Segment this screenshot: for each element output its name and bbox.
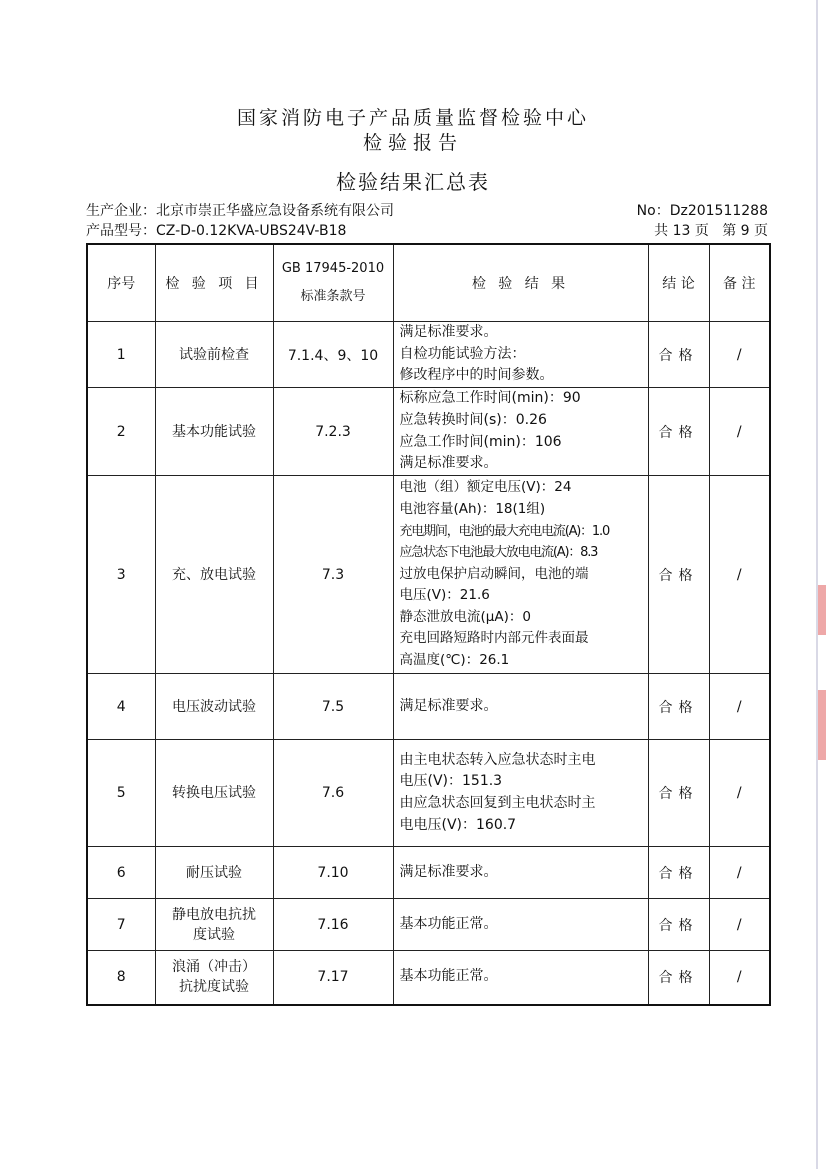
row-conclusion: 合格 bbox=[648, 322, 709, 388]
result-line: 由主电状态转入应急状态时主电 bbox=[399, 751, 596, 768]
row-seq: 3 bbox=[87, 476, 155, 674]
row-clause: 7.2.3 bbox=[273, 388, 393, 476]
page-count: 共 13 页 第 9 页 bbox=[654, 223, 768, 239]
row-item bbox=[155, 951, 273, 1005]
row-seq: 6 bbox=[87, 847, 155, 899]
row-remark: / bbox=[709, 476, 770, 674]
result-line: 基本功能正常。 bbox=[399, 968, 498, 985]
row-conclusion: 合格 bbox=[648, 674, 709, 740]
result-line: 电池（组）额定电压(V)：24 bbox=[399, 479, 572, 496]
row-result bbox=[393, 899, 648, 951]
header-remark: 备 注 bbox=[709, 244, 770, 322]
row-seq: 1 bbox=[87, 322, 155, 388]
result-line: 充电回路短路时内部元件表面最 bbox=[399, 630, 589, 647]
row-remark: / bbox=[709, 951, 770, 1005]
item-line: 抗扰度试验 bbox=[179, 979, 249, 996]
table-row bbox=[87, 740, 770, 847]
row-conclusion: 合格 bbox=[648, 740, 709, 847]
row-result bbox=[393, 674, 648, 740]
header-conclusion: 结 论 bbox=[648, 244, 709, 322]
table-row bbox=[87, 674, 770, 740]
result-line: 满足标准要求。 bbox=[399, 455, 498, 472]
result-line: 应急工作时间(min)：106 bbox=[399, 433, 562, 450]
row-result bbox=[393, 740, 648, 847]
row-seq: 7 bbox=[87, 899, 155, 951]
row-seq: 8 bbox=[87, 951, 155, 1005]
row-clause: 7.3 bbox=[273, 476, 393, 674]
row-conclusion: 合格 bbox=[648, 899, 709, 951]
row-remark: / bbox=[709, 674, 770, 740]
row-result bbox=[393, 951, 648, 1005]
result-line: 满足标准要求。 bbox=[399, 863, 498, 880]
result-line: 满足标准要求。 bbox=[399, 324, 498, 341]
product-model-line: 产品型号：CZ-D-0.12KVA-UBS24V-B18 bbox=[86, 223, 347, 239]
result-line: 电电压(V)：160.7 bbox=[399, 816, 517, 833]
row-remark: / bbox=[709, 322, 770, 388]
result-line: 电压(V)：151.3 bbox=[399, 773, 503, 790]
row-conclusion: 合格 bbox=[648, 847, 709, 899]
row-remark: / bbox=[709, 388, 770, 476]
row-result bbox=[393, 388, 648, 476]
item-line: 静电放电抗扰 bbox=[172, 906, 256, 923]
row-clause: 7.10 bbox=[273, 847, 393, 899]
result-line: 静态泄放电流(μA)：0 bbox=[399, 608, 531, 625]
results-table bbox=[86, 243, 771, 1006]
row-result bbox=[393, 476, 648, 674]
result-line: 满足标准要求。 bbox=[399, 697, 498, 714]
row-item bbox=[155, 899, 273, 951]
result-line: 过放电保护启动瞬间，电池的端 bbox=[399, 565, 589, 582]
result-line: 修改程序中的时间参数。 bbox=[399, 367, 554, 384]
header-seq: 序号 bbox=[87, 244, 155, 322]
row-clause: 7.17 bbox=[273, 951, 393, 1005]
table-row bbox=[87, 951, 770, 1005]
table-row bbox=[87, 388, 770, 476]
result-line: 高温度(℃)：26.1 bbox=[399, 652, 510, 669]
table-row bbox=[87, 899, 770, 951]
result-line: 标称应急工作时间(min)：90 bbox=[399, 390, 581, 407]
table-title: 检验结果汇总表 bbox=[336, 170, 490, 194]
report-title: 检验报告 bbox=[362, 132, 463, 154]
row-result bbox=[393, 847, 648, 899]
row-seq: 5 bbox=[87, 740, 155, 847]
header-standard-clause: 标准条款号 bbox=[300, 289, 366, 304]
row-item: 充、放电试验 bbox=[155, 476, 273, 674]
result-line: 电压(V)：21.6 bbox=[399, 587, 490, 604]
result-line: 由应急状态回复到主电状态时主 bbox=[399, 795, 596, 811]
row-conclusion: 合格 bbox=[648, 951, 709, 1005]
table-row bbox=[87, 476, 770, 674]
header-item: 检 验 项 目 bbox=[155, 244, 273, 322]
row-item: 耐压试验 bbox=[155, 847, 273, 899]
manufacturer-line: 生产企业：北京市崇正华盛应急设备系统有限公司 bbox=[86, 203, 394, 219]
table-row bbox=[87, 322, 770, 388]
row-clause: 7.1.4、9、10 bbox=[273, 322, 393, 388]
result-line: 充电期间，电池的最大充电电流(A)：1.0 bbox=[399, 523, 610, 539]
seal-fragment bbox=[818, 585, 826, 635]
row-result bbox=[393, 322, 648, 388]
row-seq: 4 bbox=[87, 674, 155, 740]
header-standard bbox=[273, 244, 393, 322]
result-line: 应急状态下电池最大放电电流(A)：8.3 bbox=[399, 545, 598, 561]
row-item: 转换电压试验 bbox=[155, 740, 273, 847]
row-clause: 7.16 bbox=[273, 899, 393, 951]
row-remark: / bbox=[709, 899, 770, 951]
row-remark: / bbox=[709, 847, 770, 899]
row-conclusion: 合格 bbox=[648, 388, 709, 476]
report-number: No：Dz201511288 bbox=[636, 203, 768, 219]
result-line: 应急转换时间(s)：0.26 bbox=[399, 411, 547, 428]
table-row bbox=[87, 847, 770, 899]
row-item: 电压波动试验 bbox=[155, 674, 273, 740]
result-line: 基本功能正常。 bbox=[399, 915, 498, 932]
row-conclusion: 合格 bbox=[648, 476, 709, 674]
organization-title: 国家消防电子产品质量监督检验中心 bbox=[236, 107, 589, 129]
result-line: 自检功能试验方法： bbox=[399, 345, 526, 362]
row-remark: / bbox=[709, 740, 770, 847]
row-clause: 7.5 bbox=[273, 674, 393, 740]
result-line: 电池容量(Ah)：18(1组) bbox=[399, 500, 546, 517]
row-seq: 2 bbox=[87, 388, 155, 476]
row-clause: 7.6 bbox=[273, 740, 393, 847]
item-line: 浪涌（冲击） bbox=[172, 959, 256, 976]
item-line: 度试验 bbox=[193, 926, 235, 943]
row-item: 基本功能试验 bbox=[155, 388, 273, 476]
header-result: 检 验 结 果 bbox=[393, 244, 648, 322]
header-standard-code: GB 17945-2010 bbox=[281, 261, 385, 276]
table-header-row bbox=[87, 244, 770, 322]
seal-fragment bbox=[818, 690, 826, 760]
row-item: 试验前检查 bbox=[155, 322, 273, 388]
